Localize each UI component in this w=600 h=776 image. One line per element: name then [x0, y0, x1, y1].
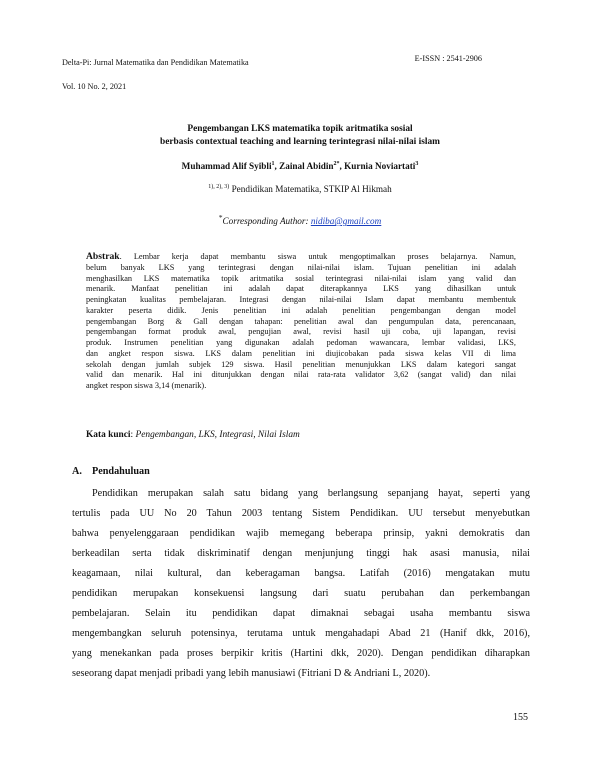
- abstract-line: peningkatan kualitas pembelajaran. Integrasi dengan nilai-nilai Islam dapat membantu membentuk: [86, 295, 516, 304]
- body-line: pendidikan merupakan konsekuensi langsung dari suatu perubahan dan perkembangan: [72, 587, 530, 599]
- corresponding-author: *Corresponding Author: nidiba@gmail.com: [218, 213, 382, 227]
- abstract-line: menarik. Manfaat penelitian ini adalah dapat diterapkannya LKS yang dihasilkan untuk: [86, 284, 516, 294]
- abstract-line: valid dan menarik. Hal ini ditunjukkan dengan nilai rata-rata validator 3,62 (sangat valid) dan nilai: [86, 370, 516, 380]
- author-sup: 3: [415, 161, 419, 167]
- keywords: Kata kunci: Pengembangan, LKS, Integrasi, Nilai Islam: [86, 430, 300, 440]
- abstract-label: Abstrak: [86, 251, 120, 262]
- body-line: pembelajaran. Selain itu pendidikan dapat dimaknai sebagai usaha membantu siswa: [72, 607, 530, 619]
- section-number: A.: [72, 466, 82, 477]
- issn: E-ISSN : 2541-2906: [414, 54, 482, 63]
- abstract-line: pengembangan Borg & Gall dengan tahapan: penelitian awal dan pengumpulan data, perencanaan,: [86, 316, 516, 326]
- section-heading: [72, 466, 150, 477]
- body-line: berkeadilan serta tidak diskriminatif dengan menjunjung tinggi hak asasi manusia, nilai: [72, 547, 530, 559]
- body-line: keagamaan, nilai kultural, dan keberagaman bangsa. Latifah (2016) mengatakan mutu: [72, 567, 530, 579]
- body-line: mengembangkan seluruh potensinya, terutama untuk mengahadapi Abad 21 (Hanif dkk, 2016),: [72, 627, 530, 639]
- keywords-label: Kata kunci: [86, 430, 131, 440]
- journal-name: Delta-Pi: Jurnal Matematika dan Pendidikan Matematika: [62, 58, 249, 67]
- affiliation-sup: 1), 2), 3): [208, 184, 230, 190]
- body-line: bahwa penyelenggaraan pendidikan wajib memegang beberapa prinsip, yakni demokratis dan: [72, 527, 530, 539]
- paper-title-line-2: berbasis contextual teaching and learning terintegrasi nilai-nilai islam: [160, 137, 440, 147]
- abstract-line: sekolah dengan jumlah subjek 129 siswa. Hasil penelitian menunjukkan LKS dalam kategori sangat: [86, 359, 516, 369]
- abstract-line: karakter peserta didik. Jenis penelitian ini adalah penelitian pengembangan dengan model: [86, 305, 516, 315]
- corresponding-label: Corresponding Author:: [222, 216, 309, 227]
- affiliation-text: Pendidikan Matematika, STKIP Al Hikmah: [231, 184, 392, 195]
- body-line: seseorang dapat menjadi pribadi yang lebih manusiawi (Fitriani D & Andriani L, 2020).: [72, 667, 431, 679]
- author-name: Zainal Abidin: [279, 161, 334, 172]
- page-number: 155: [513, 712, 528, 723]
- abstract-line: Abstrak. Lembar kerja dapat membantu siswa untuk mengoptimalkan proses belajarnya. Namun,: [86, 251, 516, 262]
- abstract-line: angket respon siswa 3,14 (menarik).: [86, 381, 207, 390]
- author-name: Muhammad Alif Syibli: [181, 161, 272, 172]
- volume-info: Vol. 10 No. 2, 2021: [62, 82, 127, 91]
- author-name: Kurnia Noviartati: [344, 161, 416, 172]
- abstract-line: belum banyak LKS yang terintegrasi dengan nilai-nilai islam. Tujuan penelitian ini adalah: [86, 262, 516, 272]
- abstract-line: produk. Instrumen penelitian yang digunakan adalah pedoman wawancara, lembar validasi, LKS,: [86, 338, 516, 347]
- abstract-line: dan angket respon siswa. LKS dalam penelitian ini diujicobakan pada siswa kelas VII di lima: [86, 348, 516, 358]
- section-body: [72, 484, 530, 684]
- abstract-line: pengembangan format produk awal, pengujian awal, revisi hasil uji coba, uji lapangan, revisi: [86, 327, 516, 337]
- corresponding-email-link[interactable]: nidiba@gmail.com: [310, 216, 382, 227]
- body-line: Pendidikan merupakan salah satu bidang yang berlangsung sepanjang hayat, seperti yang: [92, 488, 530, 499]
- paper-title-line-1: Pengembangan LKS matematika topik aritmatika sosial: [187, 124, 413, 134]
- abstract: [86, 252, 516, 392]
- affiliation: [0, 184, 600, 194]
- author-sup: 1: [271, 161, 275, 167]
- body-line: tertulis pada UU No 20 Tahun 2003 tentang Sistem Pendidikan. UU tersebut menyebutkan: [72, 507, 530, 519]
- author-list: Muhammad Alif Syibli$^1$, Zainal Abidin$^{2*}$, Kurnia Noviartati$^3$: [181, 161, 419, 172]
- author-sup: 2*: [333, 161, 340, 167]
- keywords-values: Pengembangan, LKS, Integrasi, Nilai Islam: [135, 430, 300, 440]
- abstract-line: menghasilkan LKS matematika topik aritmatika sosial terintegrasi nilai-nilai islam yang valid dan: [86, 273, 516, 283]
- body-line: yang menekankan pada proses berpikir kritis (Hartini dkk, 2020). Dengan pendidikan diharapkan: [72, 647, 530, 659]
- section-title: Pendahuluan: [92, 466, 150, 477]
